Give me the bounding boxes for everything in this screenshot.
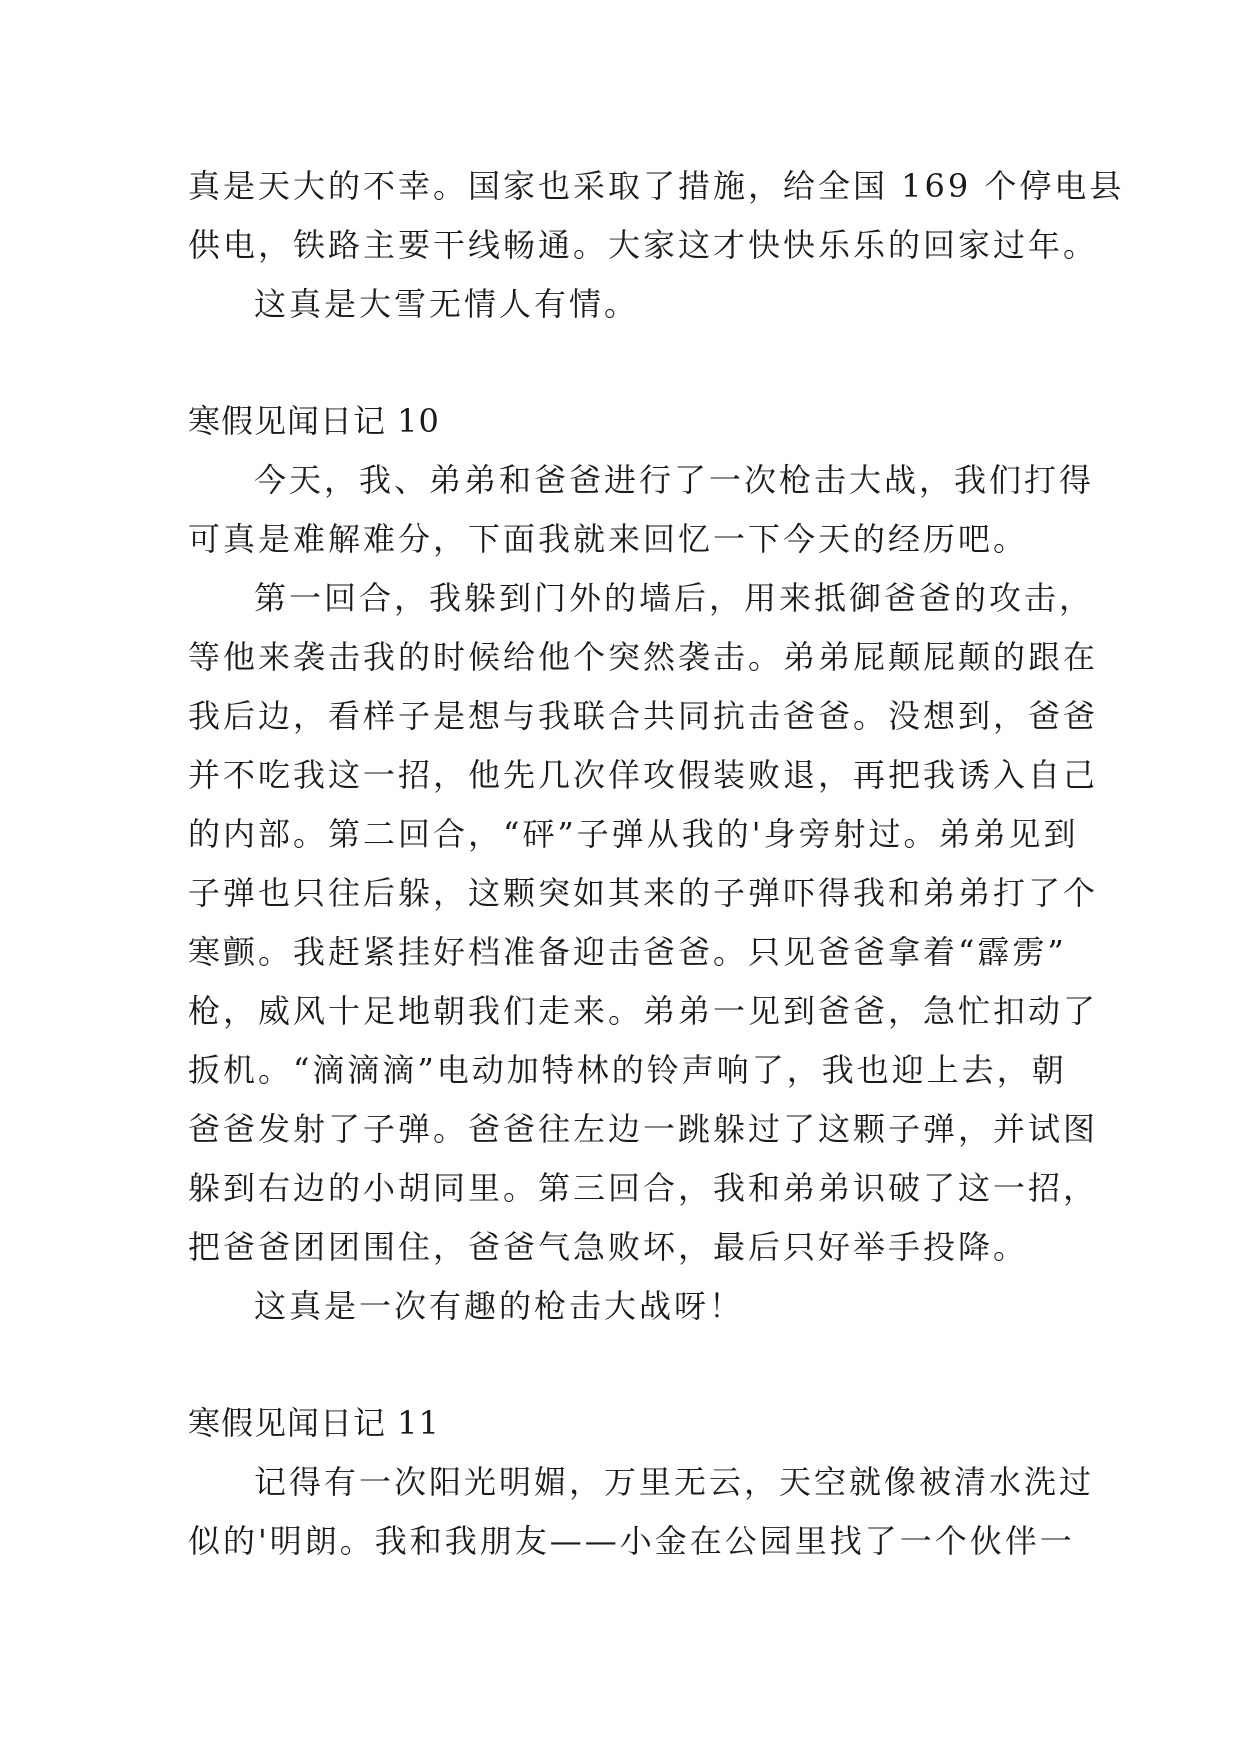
text-line: 似的'明朗。我和我朋友——小金在公园里找了一个伙伴一 bbox=[188, 1522, 1075, 1560]
text-line: 扳机。“滴滴滴”电动加特林的铃声响了，我也迎上去，朝 bbox=[188, 1051, 1067, 1089]
text-line: 可真是难解难分，下面我就来回忆一下今天的经历吧。 bbox=[188, 520, 1029, 558]
text-line: 把爸爸团团围住，爸爸气急败坏，最后只好举手投降。 bbox=[188, 1228, 1029, 1266]
text-line: 这真是一次有趣的枪击大战呀！ bbox=[254, 1287, 745, 1325]
text-line: 爸爸发射了子弹。爸爸往左边一跳躲过了这颗子弹，并试图 bbox=[188, 1110, 1099, 1148]
text-line: 供电，铁路主要干线畅通。大家这才快快乐乐的回家过年。 bbox=[188, 226, 1099, 264]
text-line: 今天，我、弟弟和爸爸进行了一次枪击大战，我们打得 bbox=[254, 461, 1095, 499]
text-line: 等他来袭击我的时候给他个突然袭击。弟弟屁颠屁颠的跟在 bbox=[188, 638, 1099, 676]
text-line: 子弹也只往后躲，这颗突如其来的子弹吓得我和弟弟打了个 bbox=[188, 874, 1099, 912]
section-heading: 寒假见闻日记 11 bbox=[188, 1404, 440, 1442]
text-line: 这真是大雪无情人有情。 bbox=[254, 285, 640, 323]
text-line: 记得有一次阳光明媚，万里无云，天空就像被清水洗过 bbox=[254, 1463, 1095, 1501]
text-line: 真是天大的不幸。国家也采取了措施，给全国 169 个停电县 bbox=[188, 167, 1125, 205]
text-line: 枪，威风十足地朝我们走来。弟弟一见到爸爸，急忙扣动了 bbox=[188, 992, 1099, 1030]
section-heading: 寒假见闻日记 10 bbox=[188, 402, 440, 440]
text-line: 躲到右边的小胡同里。第三回合，我和弟弟识破了这一招， bbox=[188, 1169, 1099, 1207]
text-line: 并不吃我这一招，他先几次佯攻假装败退，再把我诱入自己 bbox=[188, 756, 1099, 794]
text-line: 寒颤。我赶紧挂好档准备迎击爸爸。只见爸爸拿着“霹雳” bbox=[188, 933, 1067, 971]
text-line: 第一回合，我躲到门外的墙后，用来抵御爸爸的攻击， bbox=[254, 579, 1095, 617]
text-line: 的内部。第二回合，“砰”子弹从我的'身旁射过。弟弟见到 bbox=[188, 815, 1079, 853]
text-line: 我后边，看样子是想与我联合共同抗击爸爸。没想到，爸爸 bbox=[188, 697, 1099, 735]
